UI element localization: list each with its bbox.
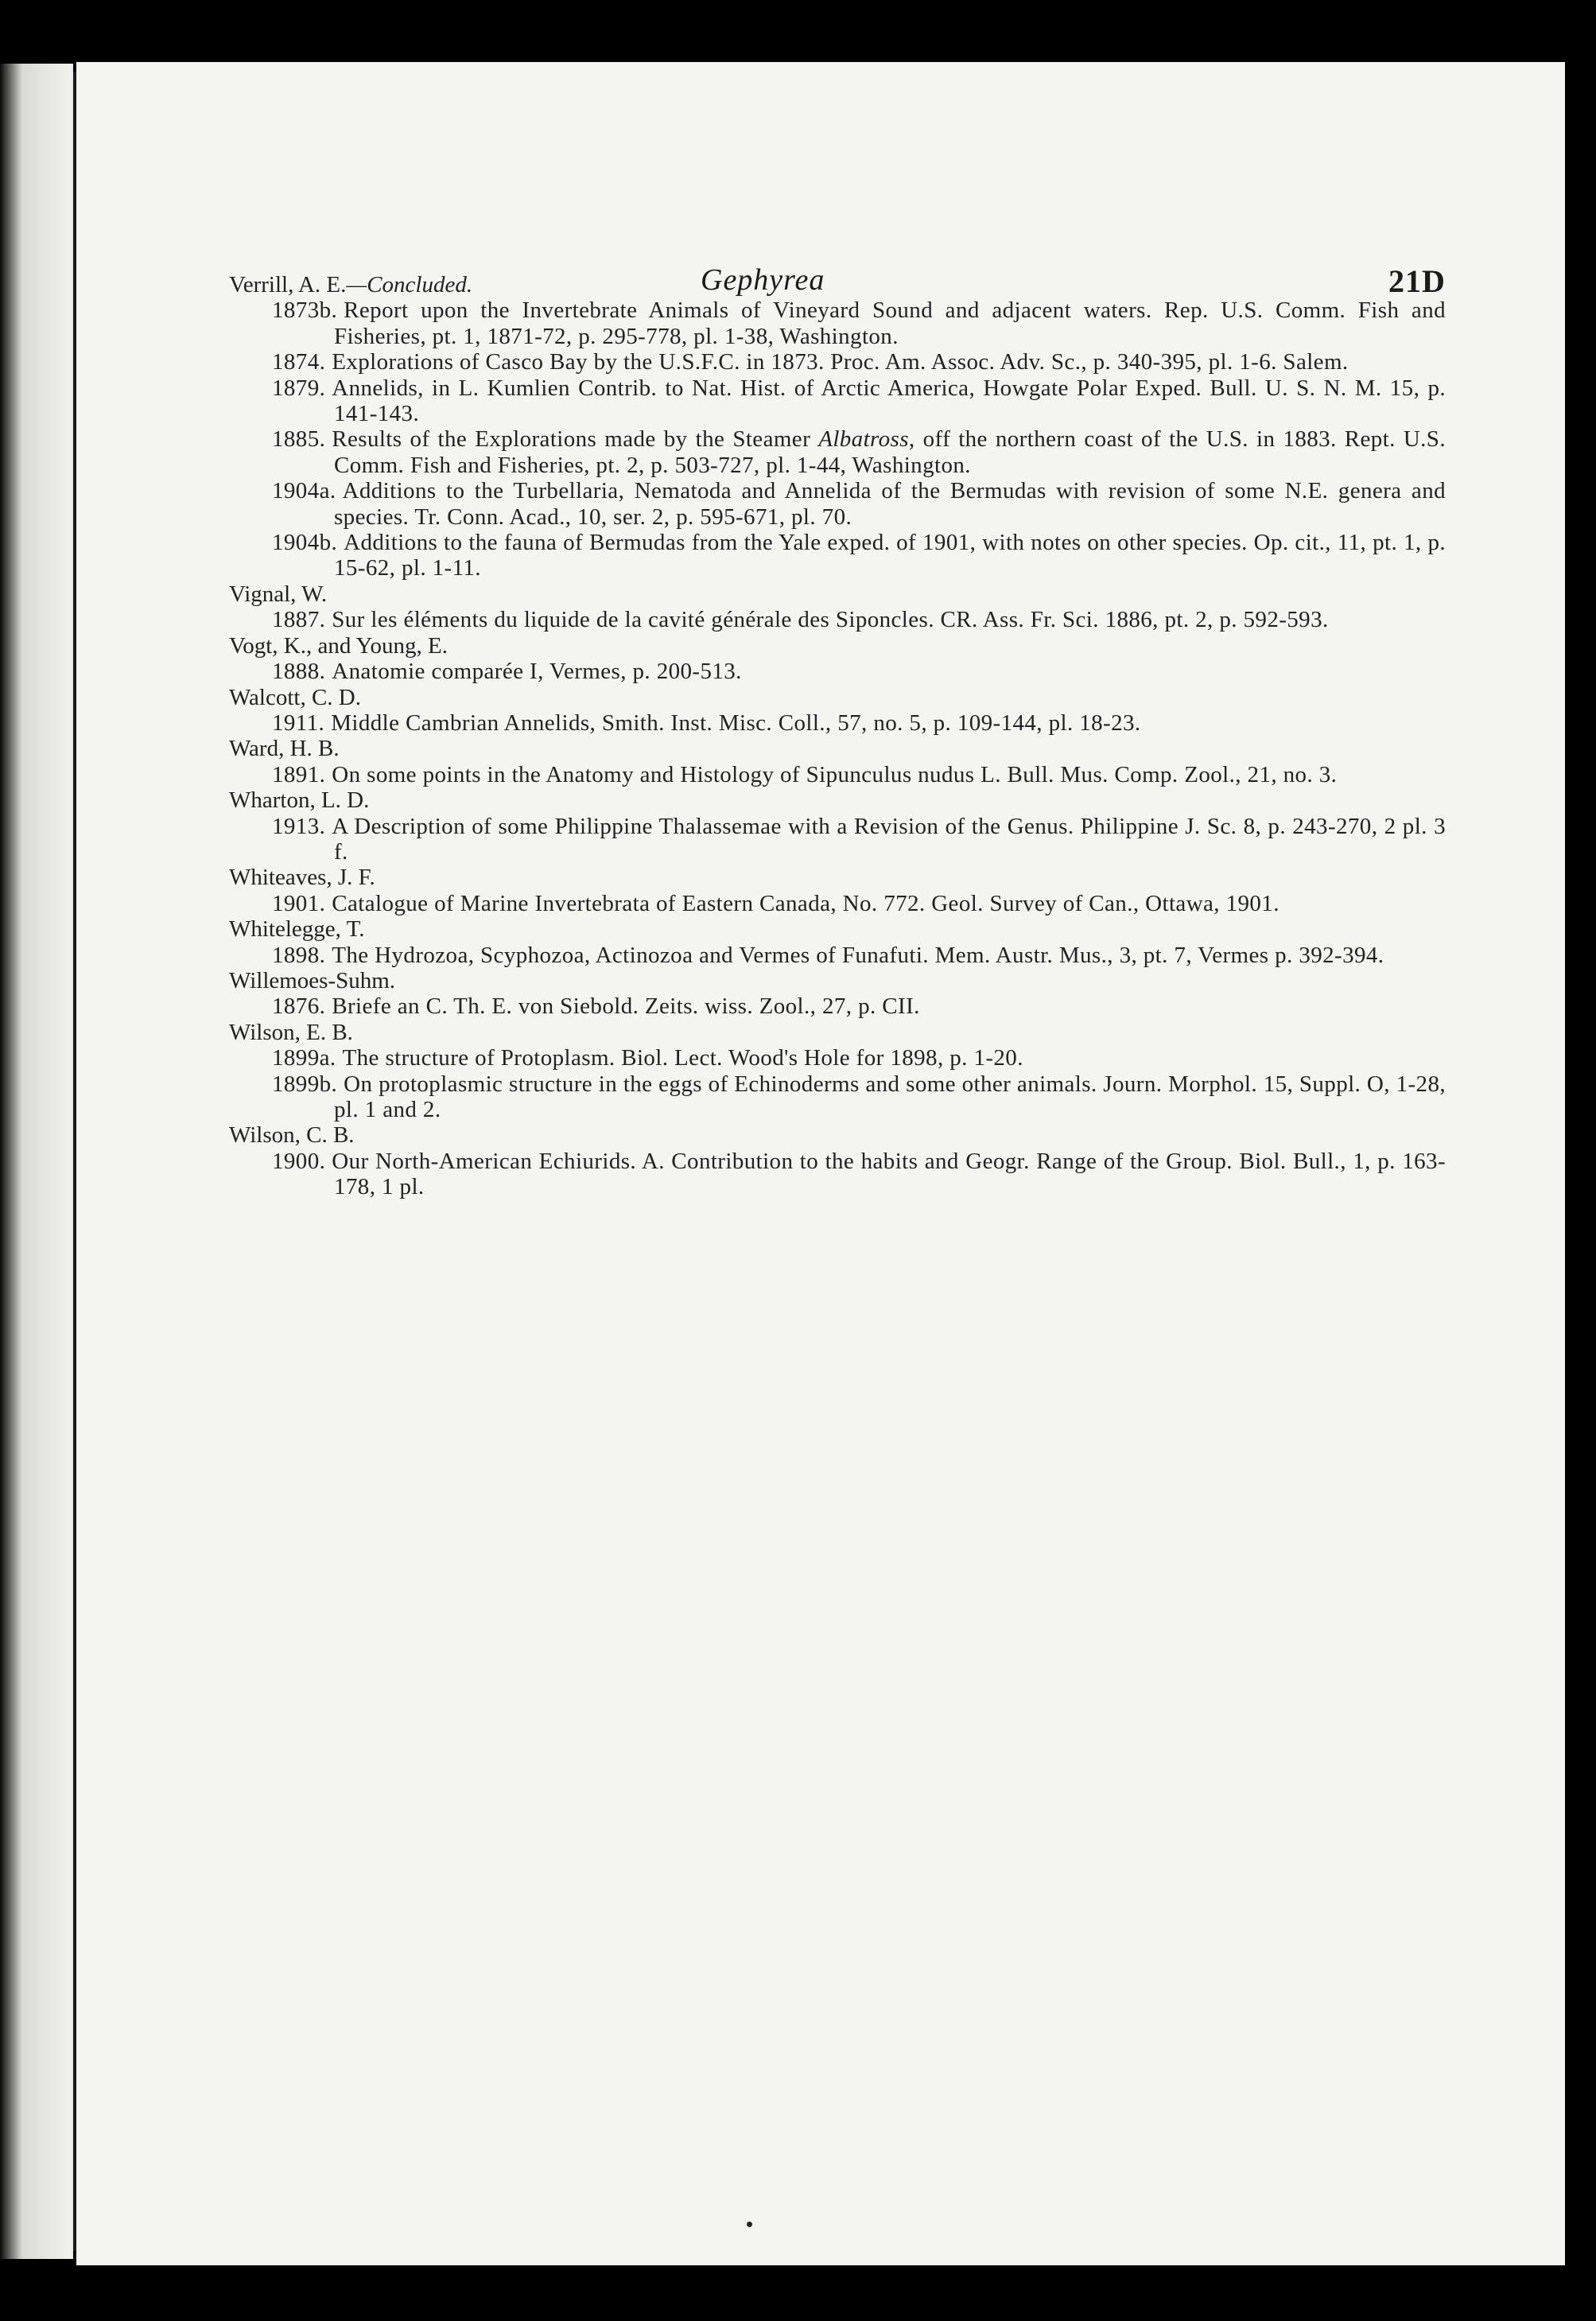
citation-year: 1874. [272,349,326,375]
citation-year: 1900. [272,1148,326,1174]
citation-text: On some points in the Anatomy and Histology of Sipunculus nudus L. Bull. Mus. Comp. Zool., 21, no. 3. [332,761,1338,787]
citation-text: Results of the Explorations made by the Steamer [332,426,819,453]
author-name: Whitelegge, T. [229,916,365,943]
author-heading [229,633,1446,659]
running-head-title: Gephyrea [701,263,825,297]
citation-text: Briefe an C. Th. E. von Siebold. Zeits. wiss. Zool., 27, p. CII. [332,993,920,1020]
scanned-page [76,62,1565,2265]
citation-text: The structure of Protoplasm. Biol. Lect. Wood's Hole for 1898, p. 1-20. [342,1045,1023,1071]
citation-year: 1885. [272,426,326,453]
author-heading [229,916,1446,942]
citation-entry [229,426,1446,478]
author-name: Wilson, E. B. [229,1019,353,1045]
citation-text: Additions to the Turbellaria, Nematoda and Annelida of the Bermudas with revision of some N.E. genera and species. Tr. Conn. Acad., 10, ser. 2, p. 595-671, pl. 70. [334,478,1446,530]
citation-year: 1898. [272,942,326,968]
citation-year: 1901. [272,890,326,916]
citation-entry [229,297,1446,349]
citation-text: Catalogue of Marine Invertebrata of Eastern Canada, No. 772. Geol. Survey of Can., Ottawa, 1901. [332,890,1280,916]
facing-page-edge [0,64,73,2259]
citation-text: Explorations of Casco Bay by the U.S.F.C. in 1873. Proc. Am. Assoc. Adv. Sc., p. 340-395, pl. 1-6. Salem. [332,349,1349,375]
citation-year: 1888. [272,659,326,685]
citation-entry [229,1045,1446,1071]
author-name: Wharton, L. D. [229,787,370,814]
citation-entry [229,375,1446,427]
author-heading [229,968,1446,993]
citation-year: 1876. [272,993,326,1020]
author-name: Vignal, W. [229,581,328,607]
author-name: Willemoes-Suhm. [229,967,396,993]
author-note: —Concluded. [346,272,473,297]
citation-text: A Description of some Philippine Thalassemae with a Revision of the Genus. Philippine J. Sc. 8, p. 243-270, 2 pl. 3 f. [332,813,1446,865]
author-name: Whiteaves, J. F. [229,865,375,891]
citation-year: 1904a. [272,478,336,504]
citation-entry [229,530,1446,581]
author-name: Wilson, C. B. [229,1122,355,1149]
citation-ship-name: Albatross [818,426,909,453]
citation-text: The Hydrozoa, Scyphozoa, Actinozoa and Vermes of Funafuti. Mem. Austr. Mus., 3, pt. 7, Vermes p. 392-394. [332,942,1384,968]
citation-year: 1887. [272,607,326,633]
page-speck [747,2222,752,2227]
citation-entry [229,762,1446,787]
author-heading [229,1122,1446,1148]
citation-entry [229,659,1446,684]
citation-year: 1879. [272,375,326,401]
author-heading [229,865,1446,890]
citation-year: 1899a. [272,1045,336,1071]
citation-entry [229,891,1446,916]
bibliography-list [229,272,1446,1200]
author-heading [229,787,1446,813]
citation-text: Annelids, in L. Kumlien Contrib. to Nat. Hist. of Arctic America, Howgate Polar Exped. Bull. U. S. N. M. 15, p. 141-143. [332,375,1446,427]
citation-text: , off the northern coast of the U.S. in 1883. Rept. U.S. Comm. Fish and Fisheries, pt. 2, p. 503-727, pl. 1-44, Washington. [334,426,1446,478]
citation-text: Anatomie comparée I, Vermes, p. 200-513. [332,659,742,685]
author-name: Ward, H. B. [229,736,340,762]
citation-year: 1913. [272,813,326,839]
citation-text: Additions to the fauna of Bermudas from the Yale exped. of 1901, with notes on other species. Op. cit., 11, pt. 1, p. 15-62, pl. 1-11. [334,530,1446,581]
citation-entry [229,607,1446,632]
citation-text: Report upon the Invertebrate Animals of Vineyard Sound and adjacent waters. Rep. U.S. Comm. Fish and Fisheries, pt. 1, 1871-72, p. 295-778, pl. 1-38, Washington. [334,297,1446,349]
citation-entry [229,710,1446,736]
citation-entry [229,349,1446,375]
citation-text: Our North-American Echiurids. A. Contribution to the habits and Geogr. Range of the Group. Biol. Bull., 1, p. 163-178, 1 pl. [332,1148,1446,1200]
citation-entry [229,1149,1446,1200]
author-heading [229,272,1446,297]
citation-text: Middle Cambrian Annelids, Smith. Inst. Misc. Coll., 57, no. 5, p. 109-144, pl. 18-23. [331,710,1141,736]
citation-entry [229,814,1446,865]
citation-year: 1873b. [272,297,338,324]
citation-entry [229,993,1446,1019]
citation-text: Sur les éléments du liquide de la cavité générale des Siponcles. CR. Ass. Fr. Sci. 1886, pt. 2, p. 592-593. [332,607,1329,633]
author-heading [229,685,1446,710]
citation-entry [229,1071,1446,1123]
author-name: Walcott, C. D. [229,684,361,710]
citation-year: 1904b. [272,530,338,556]
citation-year: 1891. [272,761,326,787]
author-name: Vogt, K., and Young, E. [229,632,449,659]
citation-entry [229,478,1446,530]
author-heading [229,1020,1446,1045]
author-heading [229,581,1446,607]
author-name: Verrill, A. E. [229,272,347,297]
citation-entry [229,943,1446,968]
page-number: 21D [1388,263,1446,299]
citation-year: 1899b. [272,1071,338,1097]
author-heading [229,736,1446,761]
citation-year: 1911. [272,710,325,736]
citation-text: On protoplasmic structure in the eggs of Echinoderms and some other animals. Journ. Morphol. 15, Suppl. O, 1-28, pl. 1 and 2. [334,1071,1446,1122]
